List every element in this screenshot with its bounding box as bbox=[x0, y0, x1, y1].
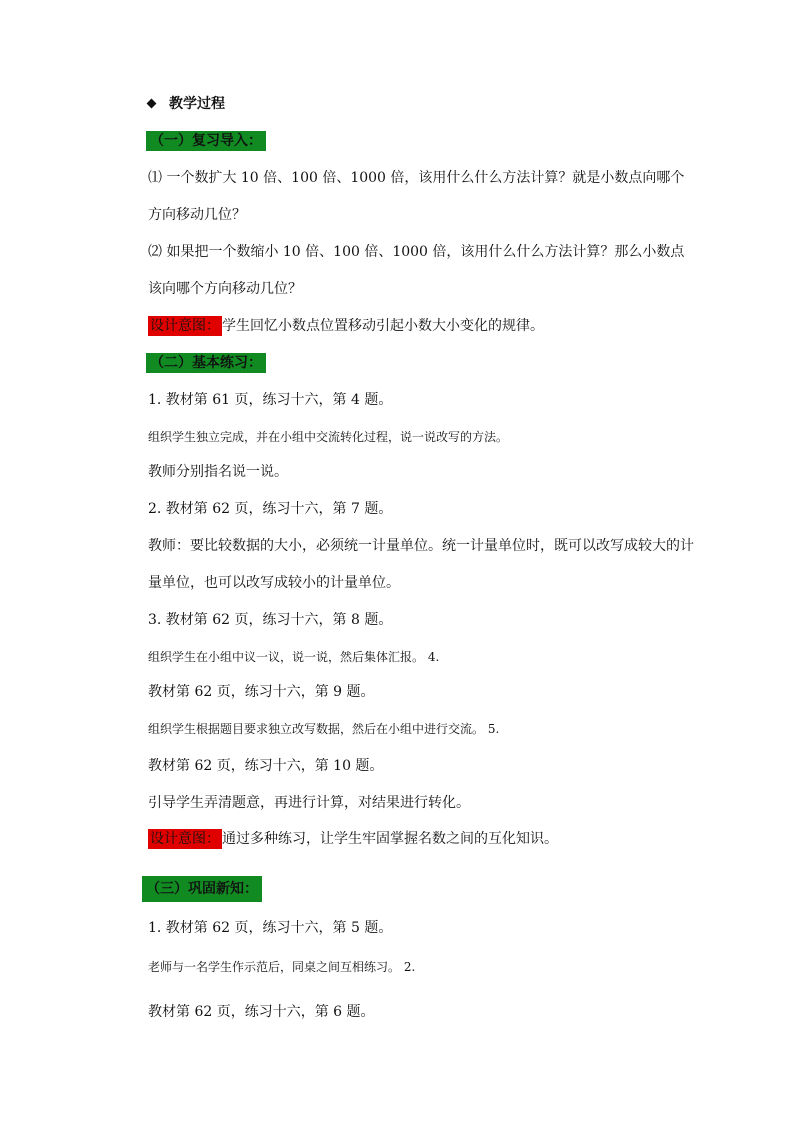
review-q2-line2: 该向哪个方向移动几位？ bbox=[148, 281, 302, 297]
review-q1-line1: ⑴ 一个数扩大 10 倍、100 倍、1000 倍，该用什么什么方法计算？就是小数点向哪个 bbox=[148, 170, 685, 186]
practice-tag: （二）基本练习： bbox=[146, 353, 266, 373]
review-design-intent bbox=[148, 316, 544, 336]
practice-item2-note-line2: 量单位，也可以改写成较小的计量单位。 bbox=[148, 575, 400, 591]
review-heading bbox=[146, 131, 266, 151]
practice-item5-note: 引导学生弄清题意，再进行计算，对结果进行转化。 bbox=[148, 795, 470, 811]
review-q1-line2: 方向移动几位？ bbox=[148, 207, 246, 223]
design-intent-tag: 设计意图： bbox=[150, 318, 220, 334]
review-tag: （一）复习导入： bbox=[146, 131, 266, 151]
practice-item4-note: 组织学生根据题目要求独立改写数据，然后在小组中进行交流。 5. bbox=[148, 722, 500, 736]
section-title: 教学过程 bbox=[169, 96, 225, 112]
practice-design-intent bbox=[148, 829, 558, 849]
design-intent-text: 学生回忆小数点位置移动引起小数大小变化的规律。 bbox=[222, 318, 544, 334]
practice-item3: 3. 教材第 62 页，练习十六，第 8 题。 bbox=[148, 612, 393, 628]
design-intent-tag: 设计意图： bbox=[150, 831, 220, 847]
consolidate-tag: （三）巩固新知： bbox=[142, 876, 262, 902]
review-q2-line1: ⑵ 如果把一个数缩小 10 倍、100 倍、1000 倍，该用什么什么方法计算？那么小数点 bbox=[148, 244, 685, 260]
consolidate-item2: 教材第 62 页，练习十六，第 6 题。 bbox=[148, 1004, 375, 1020]
design-intent-text: 通过多种练习，让学生牢固掌握名数之间的互化知识。 bbox=[222, 831, 558, 847]
section-heading bbox=[148, 94, 225, 114]
practice-item4: 教材第 62 页，练习十六，第 9 题。 bbox=[148, 684, 375, 700]
practice-heading bbox=[146, 353, 266, 373]
consolidate-item1-note: 老师与一名学生作示范后，同桌之间互相练习。 2. bbox=[148, 960, 416, 974]
practice-item2-note-line1: 教师：要比较数据的大小，必须统一计量单位。统一计量单位时，既可以改写成较大的计 bbox=[148, 538, 694, 554]
practice-item5: 教材第 62 页，练习十六，第 10 题。 bbox=[148, 758, 384, 774]
consolidate-item1: 1. 教材第 62 页，练习十六，第 5 题。 bbox=[148, 920, 393, 936]
practice-item1-note2: 教师分别指名说一说。 bbox=[148, 464, 288, 480]
consolidate-heading bbox=[142, 876, 262, 902]
diamond-bullet-icon bbox=[147, 99, 157, 109]
practice-item1: 1. 教材第 61 页，练习十六，第 4 题。 bbox=[148, 392, 393, 408]
practice-item2: 2. 教材第 62 页，练习十六，第 7 题。 bbox=[148, 501, 393, 517]
practice-item1-note: 组织学生独立完成，并在小组中交流转化过程，说一说改写的方法。 bbox=[148, 430, 509, 444]
practice-item3-note: 组织学生在小组中议一议，说一说，然后集体汇报。 4. bbox=[148, 650, 440, 664]
